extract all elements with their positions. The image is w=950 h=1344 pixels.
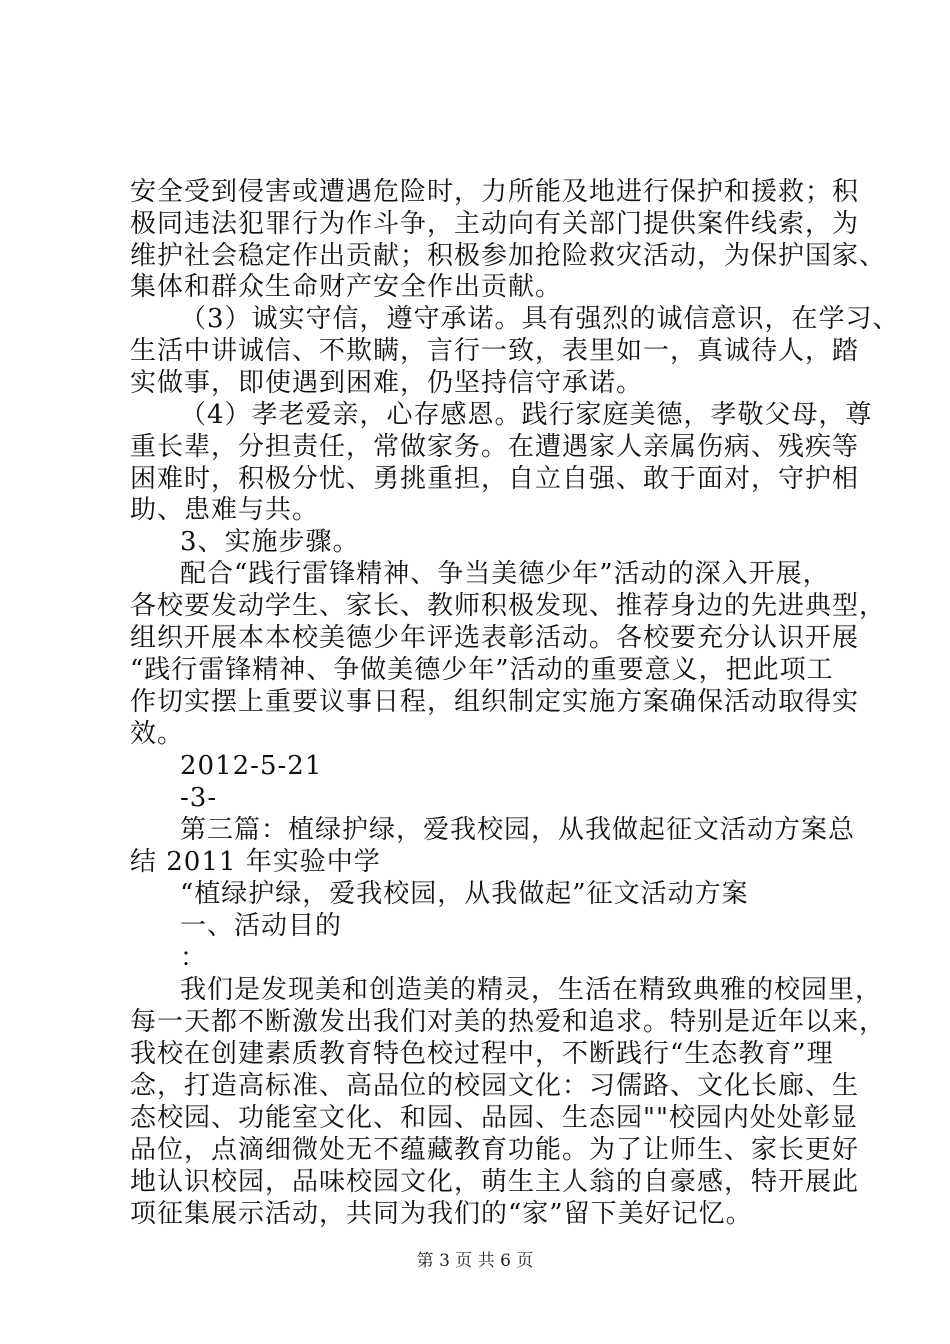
text-line: 生活中讲诚信、不欺瞒，言行一致，表里如一，真诚待人，踏 bbox=[130, 336, 860, 366]
text-line: 配合“践行雷锋精神、争当美德少年”活动的深入开展， bbox=[180, 559, 830, 589]
section-heading: 一、活动目的 bbox=[180, 911, 343, 941]
text-line: （3）诚实守信，遵守承诺。具有强烈的诚信意识，在学习、 bbox=[180, 304, 900, 334]
date-line: 2012-5-21 bbox=[180, 751, 323, 781]
text-line: 重长辈，分担责任，常做家务。在遭遇家人亲属伤病、残疾等 bbox=[130, 432, 860, 462]
text-line: 集体和群众生命财产安全作出贡献。 bbox=[130, 272, 563, 302]
text-line: 念，打造高标准、高品位的校园文化：习儒路、文化长廊、生 bbox=[130, 1071, 860, 1101]
page-marker: -3- bbox=[180, 783, 218, 813]
page-footer: 第 3 页 共 6 页 bbox=[416, 1251, 534, 1271]
text-line: 安全受到侵害或遭遇危险时，力所能及地进行保护和援救；积 bbox=[130, 177, 860, 207]
text-line: 项征集展示活动，共同为我们的“家”留下美好记忆。 bbox=[130, 1199, 753, 1229]
text-line: 态校园、功能室文化、和园、品园、生态园""校园内处处彰显 bbox=[130, 1103, 858, 1133]
text-line: 各校要发动学生、家长、教师积极发现、推荐身边的先进典型， bbox=[130, 591, 887, 621]
text-line: “践行雷锋精神、争做美德少年”活动的重要意义，把此项工 bbox=[130, 655, 834, 685]
text-line: 地认识校园，品味校园文化，萌生主人翁的自豪感，特开展此 bbox=[130, 1167, 860, 1197]
text-line: 组织开展本本校美德少年评选表彰活动。各校要充分认识开展 bbox=[130, 623, 860, 653]
plan-title: “植绿护绿，爱我校园，从我做起”征文活动方案 bbox=[180, 879, 749, 909]
section-heading: 3、实施步骤。 bbox=[180, 527, 360, 557]
text-line: 我校在创建素质教育特色校过程中，不断践行“生态教育”理 bbox=[130, 1039, 834, 1069]
article-title-continued: 结 2011 年实验中学 bbox=[130, 847, 381, 877]
text-line: 极同违法犯罪行为作斗争，主动向有关部门提供案件线索，为 bbox=[130, 209, 860, 239]
text-line: 我们是发现美和创造美的精灵，生活在精致典雅的校园里， bbox=[180, 975, 883, 1005]
text-line: 效。 bbox=[130, 719, 185, 749]
text-line: 实做事，即使遇到困难，仍坚持信守承诺。 bbox=[130, 368, 644, 398]
text-line: 每一天都不断激发出我们对美的热爱和追求。特别是近年以来， bbox=[130, 1007, 887, 1037]
text-line: 品位，点滴细微处无不蕴藏教育功能。为了让师生、家长更好 bbox=[130, 1135, 860, 1165]
text-line: ： bbox=[180, 943, 208, 973]
text-line: （4）孝老爱亲，心存感恩。践行家庭美德，孝敬父母，尊 bbox=[180, 400, 873, 430]
article-title: 第三篇：植绿护绿，爱我校园，从我做起征文活动方案总 bbox=[180, 815, 856, 845]
text-line: 困难时，积极分忧、勇挑重担，自立自强、敢于面对，守护相 bbox=[130, 464, 860, 494]
text-line: 作切实摆上重要议事日程，组织制定实施方案确保活动取得实 bbox=[130, 687, 860, 717]
text-line: 助、患难与共。 bbox=[130, 495, 320, 525]
text-line: 维护社会稳定作出贡献；积极参加抢险救灾活动，为保护国家、 bbox=[130, 241, 887, 271]
